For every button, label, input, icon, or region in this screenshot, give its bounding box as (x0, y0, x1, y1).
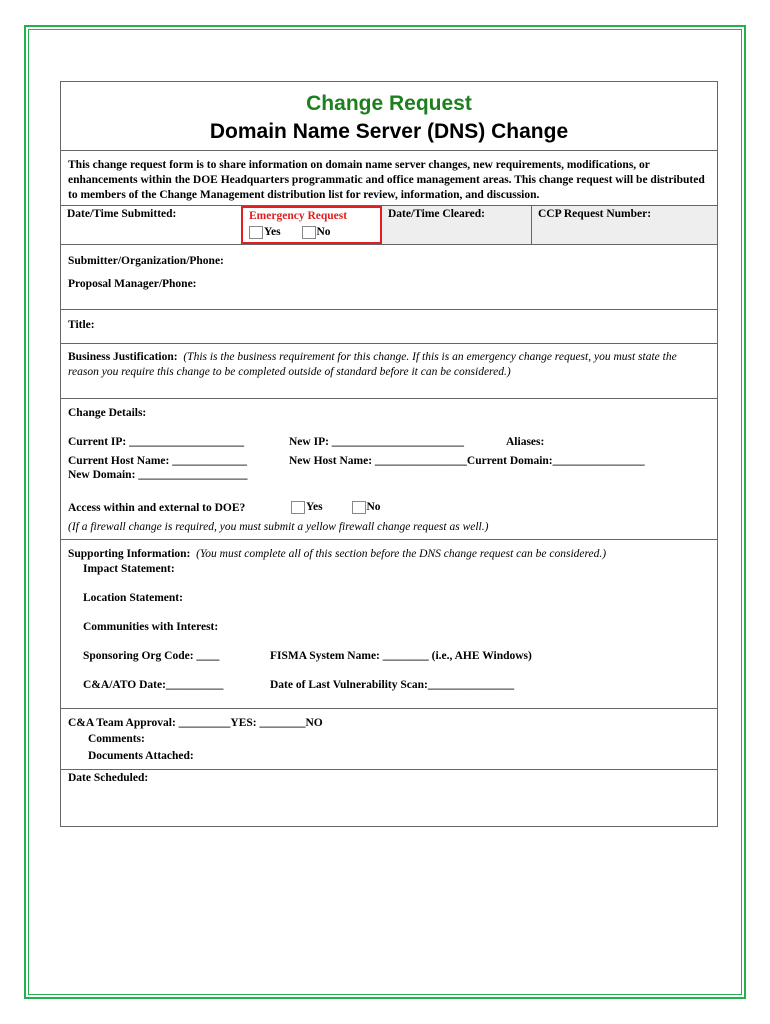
date-cleared-field[interactable] (382, 206, 532, 244)
firewall-note: (If a firewall change is required, you must submit a yellow firewall change request as well.) (68, 521, 489, 533)
emergency-no-checkbox[interactable] (302, 226, 316, 239)
supporting-label: Supporting Information: (68, 548, 191, 560)
team-approval-field[interactable]: C&A Team Approval: _________YES: ________NO (68, 717, 323, 729)
change-request-form (60, 81, 718, 827)
justification-label: Business Justification: (68, 351, 178, 363)
change-details-section (61, 398, 717, 539)
change-details-label: Change Details: (68, 407, 147, 419)
new-ip-field[interactable]: New IP: _______________________ (289, 436, 465, 448)
ca-ato-date-field[interactable]: C&A/ATO Date:__________ (83, 679, 224, 691)
access-no-label: No (366, 501, 381, 514)
form-title: Change Request (306, 92, 472, 115)
comments-field[interactable]: Comments: (88, 733, 145, 745)
supporting-section (61, 539, 717, 708)
location-statement-field[interactable]: Location Statement: (83, 592, 183, 604)
title-section (61, 309, 717, 343)
fisma-system-field[interactable]: FISMA System Name: ________ (i.e., AHE Windows) (270, 650, 532, 662)
submitter-section (61, 244, 717, 309)
new-domain-field[interactable]: New Domain: ___________________ (68, 469, 248, 481)
proposal-manager-label[interactable]: Proposal Manager/Phone: (68, 278, 197, 290)
form-subtitle: Domain Name Server (DNS) Change (209, 120, 569, 143)
approval-section (61, 708, 717, 769)
emergency-no-label: No (316, 226, 331, 239)
access-yes-label: Yes (306, 501, 323, 514)
date-cleared-label: Date/Time Cleared: (388, 208, 485, 220)
justification-section[interactable] (61, 343, 717, 398)
emergency-request-label: Emergency Request (249, 210, 348, 222)
aliases-field[interactable]: Aliases: (506, 436, 545, 448)
date-scheduled-section (61, 769, 717, 826)
current-ip-field[interactable]: Current IP: ____________________ (68, 436, 245, 448)
emergency-request-box (241, 206, 382, 244)
access-yes-checkbox[interactable] (291, 501, 305, 514)
date-scheduled-field[interactable]: Date Scheduled: (68, 772, 149, 784)
emergency-yes-label: Yes (264, 226, 281, 239)
supporting-note: (You must complete all of this section before the DNS change request can be considered.) (196, 548, 607, 560)
justification-text: (This is the business requirement for this change. If this is an emergency change request, you must state the reason you require this change to be completed outside of standard before it can be considered.) (68, 351, 677, 378)
vuln-scan-date-field[interactable]: Date of Last Vulnerability Scan:_______________ (270, 679, 515, 691)
documents-attached-field[interactable]: Documents Attached: (88, 750, 194, 762)
access-label: Access within and external to DOE? (68, 502, 246, 514)
date-submitted-label: Date/Time Submitted: (67, 208, 177, 220)
submission-row (61, 205, 717, 244)
emergency-yes-checkbox[interactable] (249, 226, 263, 239)
title-label[interactable]: Title: (68, 319, 95, 331)
intro-text: This change request form is to share information on domain name server changes, new requirements, modifications, or enhancements within the DOE Headquarters programmatic and office management areas. This change request will be distributed to members of the Change Management distribution list for review, information, and discussion. (68, 159, 705, 201)
ccp-number-label: CCP Request Number: (538, 208, 652, 220)
submitter-label[interactable]: Submitter/Organization/Phone: (68, 255, 224, 267)
access-no-checkbox[interactable] (352, 501, 366, 514)
date-submitted-field[interactable] (61, 206, 241, 244)
communities-field[interactable]: Communities with Interest: (83, 621, 219, 633)
new-host-field[interactable]: New Host Name: ________________Current Domain:________________ (289, 455, 645, 467)
sponsoring-org-field[interactable]: Sponsoring Org Code: ____ (83, 650, 220, 662)
current-host-field[interactable]: Current Host Name: _____________ (68, 455, 247, 467)
impact-statement-field[interactable]: Impact Statement: (83, 563, 175, 575)
form-header (61, 82, 717, 151)
ccp-number-field[interactable] (532, 206, 717, 244)
